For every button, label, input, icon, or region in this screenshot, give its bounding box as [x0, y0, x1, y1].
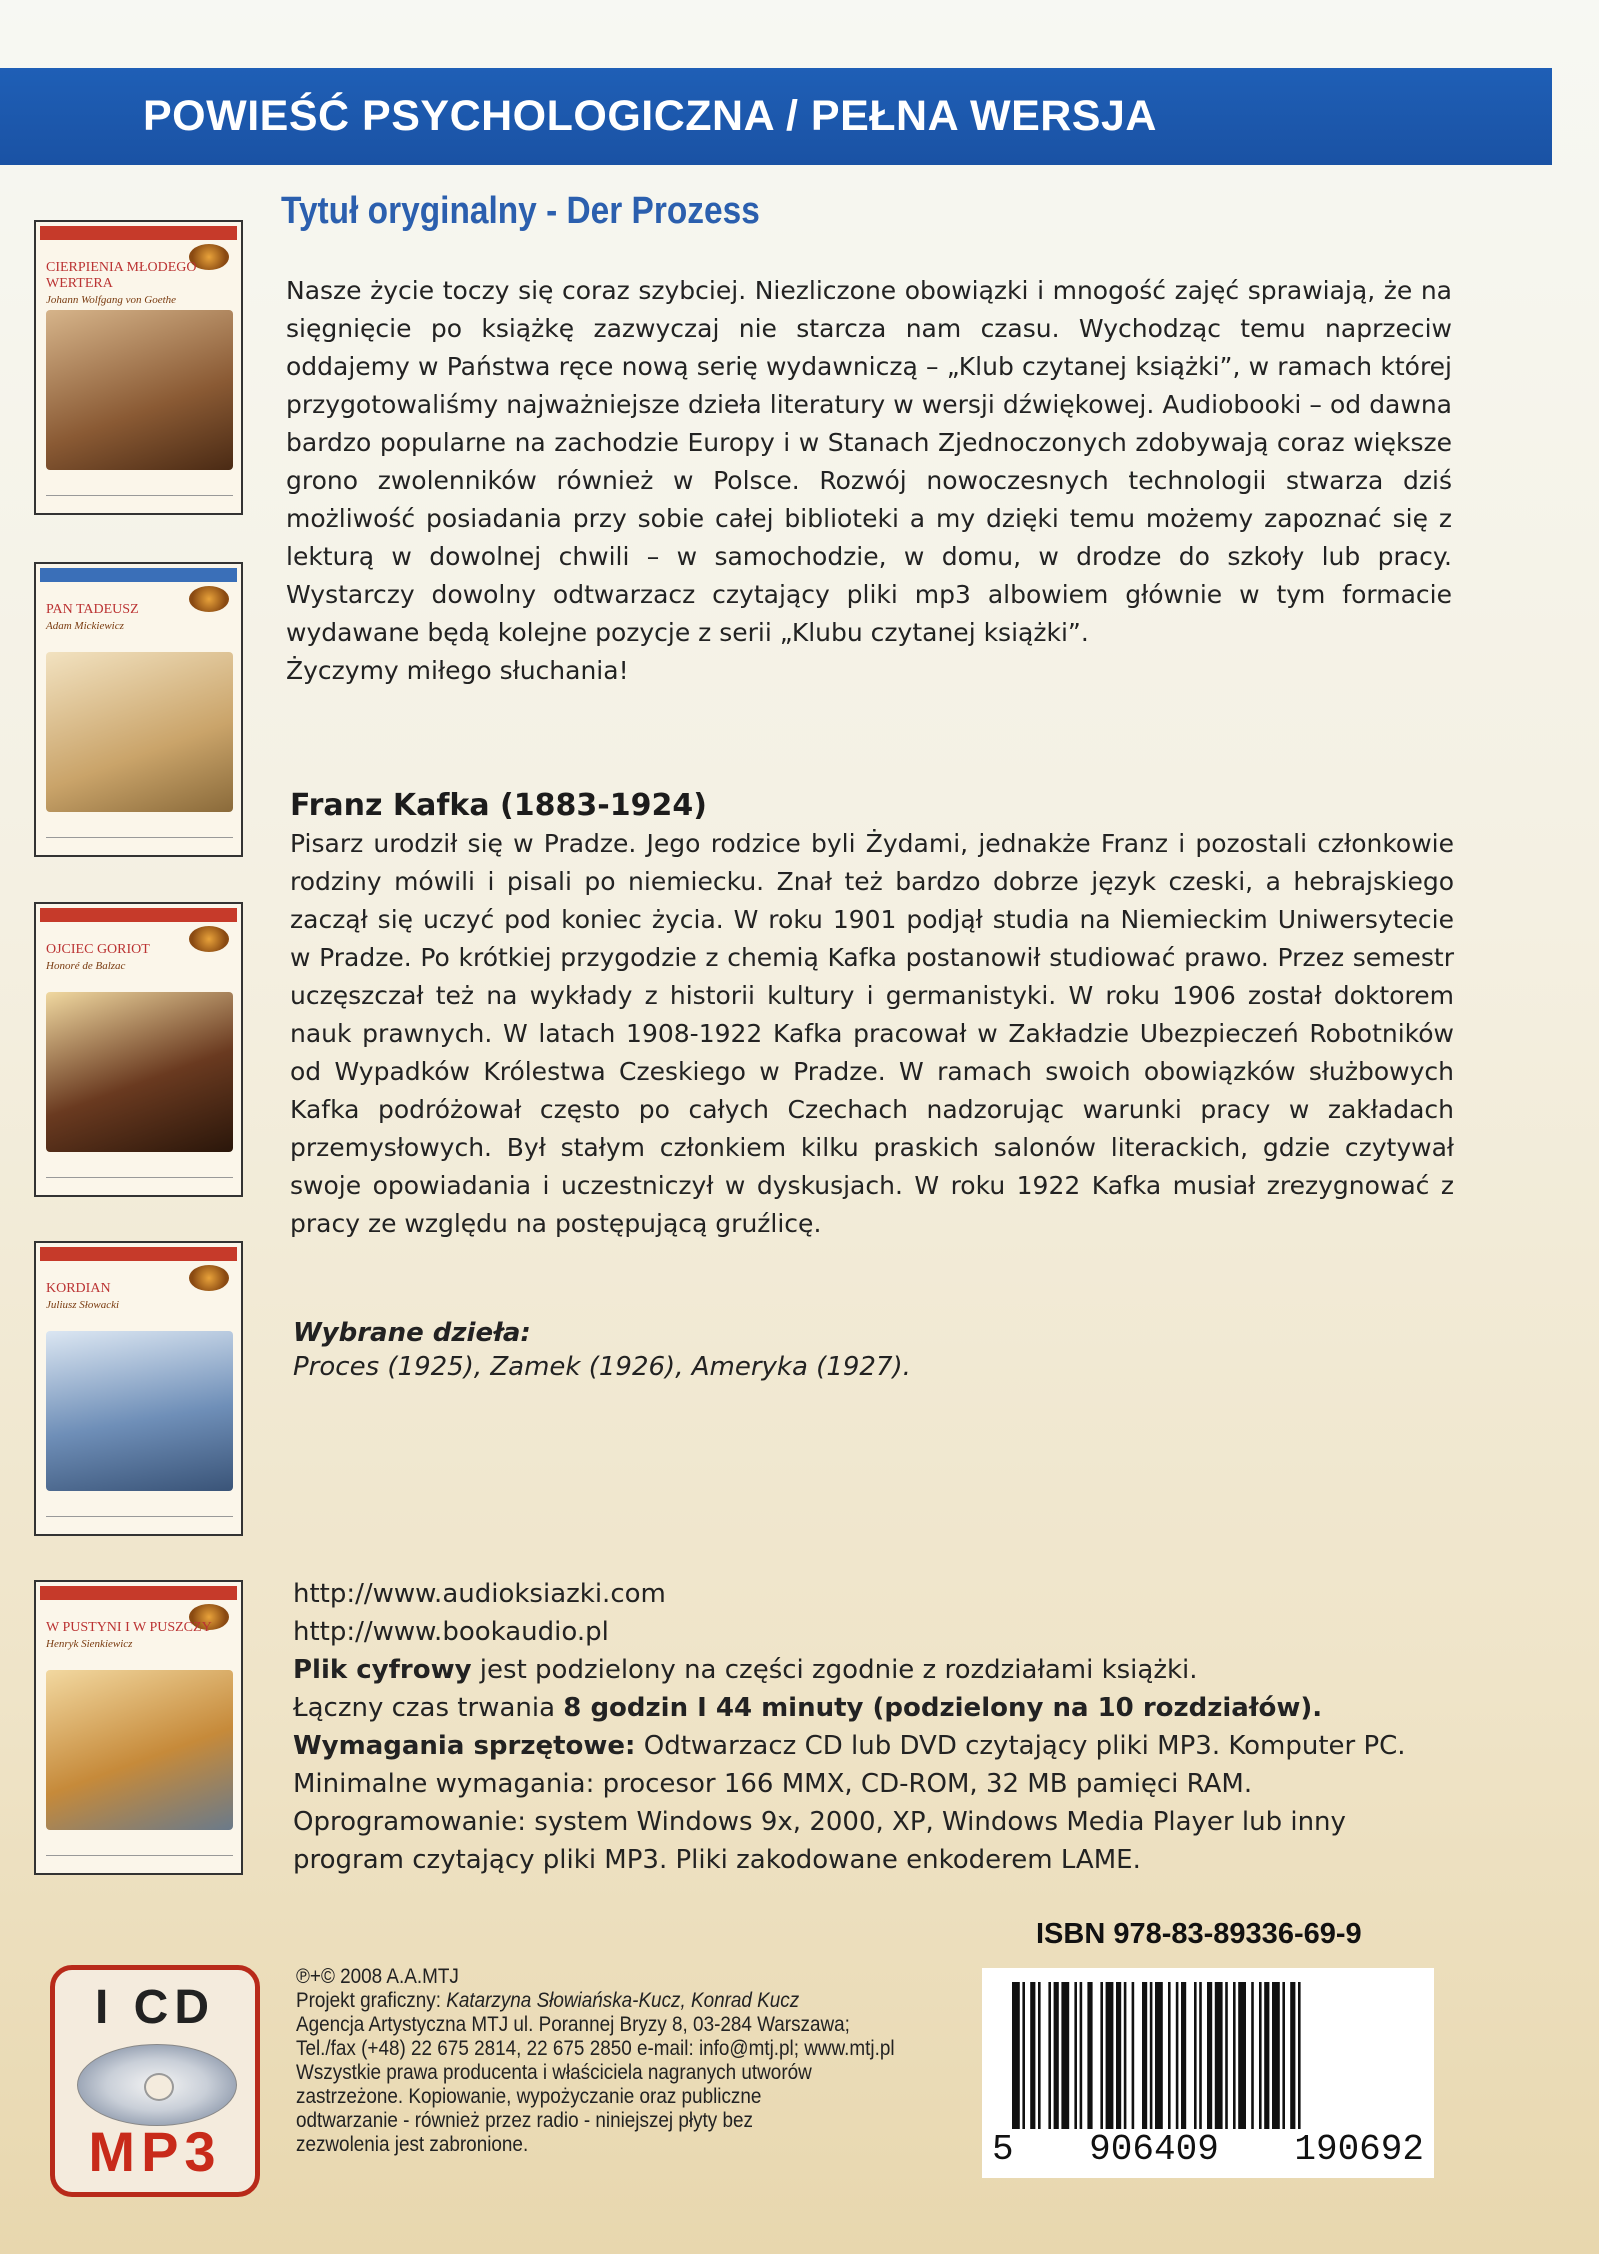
barcode-bar [1142, 1982, 1147, 2132]
cover-author: Henryk Sienkiewicz [46, 1638, 133, 1650]
barcode-bar [1030, 1982, 1035, 2132]
series-cover-4 [34, 1241, 243, 1536]
cover-title-text: OJCIEC GORIOT [46, 942, 150, 957]
barcode-digits [992, 2129, 1424, 2170]
badge-cd-label: I CD [95, 1981, 215, 2034]
barcode-digit-group: 906409 [1089, 2129, 1219, 2170]
barcode [982, 1968, 1434, 2178]
original-title: Tytuł oryginalny - Der Prozess [281, 190, 760, 232]
barcode-bar [1251, 1982, 1254, 2132]
cover-author: Juliusz Słowacki [46, 1299, 120, 1311]
duration-bold: 8 godzin I 44 minuty (podzielony na 10 rozdziałów). [563, 1693, 1323, 1723]
cover-title [46, 260, 236, 308]
cover-title [46, 1620, 236, 1652]
cd-disc-icon [77, 2044, 237, 2126]
cover-illustration [46, 652, 233, 812]
software-line-1: Oprogramowanie: system Windows 9x, 2000, XP, Windows Media Player lub inny [293, 1807, 1346, 1837]
barcode-bar [1054, 1982, 1059, 2132]
barcode-bar [1038, 1982, 1041, 2132]
barcode-bar [1087, 1982, 1092, 2132]
cover-illustration [46, 992, 233, 1152]
cover-strip [40, 226, 237, 240]
cover-title [46, 602, 236, 634]
product-info [293, 1575, 1463, 1879]
rights-line-1: Wszystkie prawa producenta i właściciela nagranych utworów [296, 2061, 812, 2084]
genre-banner [0, 68, 1552, 165]
cover-title-text: W PUSTYNI I W PUSZCZY [46, 1620, 212, 1635]
copyright-line: ℗+© 2008 A.A.MTJ [296, 1965, 459, 1988]
cover-title [46, 1281, 236, 1313]
cover-title [46, 942, 236, 974]
barcode-bar [1215, 1982, 1223, 2132]
barcode-bar [1061, 1982, 1069, 2132]
cover-author: Johann Wolfgang von Goethe [46, 294, 177, 306]
file-info-bold: Plik cyfrowy [293, 1655, 472, 1685]
barcode-bar [1150, 1982, 1153, 2132]
cd-mp3-badge [50, 1965, 260, 2197]
barcode-bar [1225, 1982, 1228, 2132]
barcode-bar [1290, 1982, 1295, 2132]
intro-paragraph: Nasze życie toczy się coraz szybciej. Niezliczone obowiązki i mnogość zajęć sprawiają, że na sięgnięcie po książkę zazwyczaj nie starcza nam czasu. Wychodząc temu naprzeciw oddajemy w Państwa ręce nową serię wydawniczą – „Klub czytanej książki”, w ramach której przygotowaliśmy najważniejsze dzieła literatury w wersji dźwiękowej. Audiobooki – od dawna bardzo popularne na zachodzie Europy i w Stanach Zjednoczonych zdobywają coraz większe grono zwolenników również w Polsce. Rozwój nowoczesnych technologii stwarza dziś możliwość posiadania przy sobie całej biblioteki a my dzięki temu możemy zapoznać się z lekturą w dowolnej chwili – w samochodzie, w domu, w drodze do szkoły lub pracy. Wystarczy dowolny odtwarzacz czytający pliki mp3 albowiem głównie w tym formacie wydawane będą kolejne pozycje z serii „Klubu czytanej książki”. [286, 276, 1452, 647]
design-names: Katarzyna Słowiańska-Kucz, Konrad Kucz [446, 1989, 800, 2012]
barcode-bar [1022, 1982, 1025, 2132]
cover-strip [40, 1247, 237, 1261]
barcode-bar [1264, 1982, 1269, 2132]
barcode-bar [1181, 1982, 1186, 2132]
barcode-bar [1106, 1982, 1114, 2132]
cover-author: Adam Mickiewicz [46, 620, 124, 632]
duration-info [293, 1689, 1463, 1727]
series-cover-3 [34, 902, 243, 1197]
barcode-bar [1199, 1982, 1202, 2132]
barcode-bar [1116, 1982, 1121, 2132]
cover-author: Honoré de Balzac [46, 960, 126, 972]
series-cover-5 [34, 1580, 243, 1875]
barcode-bar [1074, 1982, 1077, 2132]
barcode-digit-group: 190692 [1294, 2129, 1424, 2170]
isbn: ISBN 978-83-89336-69-9 [1036, 1918, 1362, 1950]
barcode-bar [1012, 1982, 1020, 2132]
cover-strip [40, 908, 237, 922]
barcode-bar [1194, 1982, 1197, 2132]
barcode-bar [1132, 1982, 1135, 2132]
rights-line-3: odtwarzanie - również przez radio - niniejszej płyty bez [296, 2109, 753, 2132]
cover-footer [46, 1855, 233, 1865]
works-heading: Wybrane dzieła: [293, 1318, 531, 1348]
design-label: Projekt graficzny: [296, 1989, 447, 2012]
cover-footer [46, 1177, 233, 1187]
works-list: Proces (1925), Zamek (1926), Ameryka (1927). [293, 1352, 911, 1382]
software-line-2: program czytający pliki MP3. Pliki zakodowane enkoderem LAME. [293, 1845, 1141, 1875]
author-heading: Franz Kafka (1883-1924) [290, 788, 707, 823]
cover-footer [46, 495, 233, 505]
barcode-bar [1282, 1982, 1285, 2132]
genre-banner-text: POWIEŚĆ PSYCHOLOGICZNA / PEŁNA WERSJA [143, 92, 1157, 140]
author-bio: Pisarz urodził się w Pradze. Jego rodzice byli Żydami, jednakże Franz i pozostali członkowie rodziny mówili i pisali po niemiecku. Znał też bardzo dobrze język czeski, a hebrajskiego zaczął się uczyć pod koniec życia. W roku 1901 podjął studia na Niemieckim Uniwersytecie w Pradze. Po krótkiej przygodzie z chemią Kafka postanowił studiować prawo. Przez semestr uczęszczał też na wykłady z historii kultury i germanistyki. W roku 1906 został doktorem nauk prawnych. W latach 1908-1922 Kafka pracował w Zakładzie Ubezpieczeń Robotników od Wypadków Królestwa Czeskiego w Pradze. W ramach swoich obowiązków służbowych Kafka podróżował często po całych Czechach nadzorując warunki pracy w zakładach przemysłowych. Był stałym członkiem kilku praskich salonów literackich, gdzie czytywał swoje opowiadania i uczestniczył w dyskusjach. W roku 1922 Kafka musiał zrezygnować z pracy ze względu na postępującą gruźlicę. [290, 829, 1454, 1238]
intro-text [286, 272, 1452, 690]
barcode-bar [1048, 1982, 1051, 2132]
barcode-bar [1155, 1982, 1163, 2132]
barcode-bar [1233, 1982, 1236, 2132]
website-link-2[interactable]: http://www.bookaudio.pl [293, 1617, 609, 1647]
file-info [293, 1651, 1463, 1689]
barcode-digit-group: 5 [992, 2129, 1014, 2170]
file-info-rest: jest podzielony na części zgodnie z rozdziałami książki. [471, 1655, 1198, 1685]
barcode-bar [1298, 1982, 1301, 2132]
series-cover-1 [34, 220, 243, 515]
duration-prefix: Łączny czas trwania [293, 1693, 564, 1723]
barcode-bar [1124, 1982, 1127, 2132]
barcode-bar [1259, 1982, 1262, 2132]
website-link-1[interactable]: http://www.audioksiazki.com [293, 1579, 666, 1609]
rights-line-4: zezwolenia jest zabronione. [296, 2133, 529, 2156]
barcode-bar [1100, 1982, 1103, 2132]
intro-closing: Życzymy miłego słuchania! [286, 656, 629, 685]
series-cover-2 [34, 562, 243, 857]
requirements-rest: Odtwarzacz CD lub DVD czytający pliki MP3. Komputer PC. [635, 1731, 1406, 1761]
cover-illustration [46, 1331, 233, 1491]
barcode-bar [1168, 1982, 1171, 2132]
requirements-info [293, 1727, 1463, 1765]
cover-strip [40, 568, 237, 582]
min-requirements: Minimalne wymagania: procesor 166 MMX, CD-ROM, 32 MB pamięci RAM. [293, 1769, 1253, 1799]
cover-footer [46, 837, 233, 847]
barcode-bar [1272, 1982, 1280, 2132]
rights-line-2: zastrzeżone. Kopiowanie, wypożyczanie oraz publiczne [296, 2085, 762, 2108]
cover-strip [40, 1586, 237, 1600]
requirements-bold: Wymagania sprzętowe: [293, 1731, 636, 1761]
barcode-bars-icon [994, 1982, 1422, 2132]
cover-title-text: KORDIAN [46, 1281, 111, 1296]
cover-footer [46, 1516, 233, 1526]
design-line [296, 1989, 917, 2013]
barcode-bar [1207, 1982, 1212, 2132]
barcode-bar [1080, 1982, 1083, 2132]
cover-title-text: PAN TADEUSZ [46, 602, 139, 617]
cover-illustration [46, 1670, 233, 1830]
badge-mp3-label: MP3 [88, 2120, 222, 2183]
credits [296, 1965, 986, 2157]
contact-line: Tel./fax (+48) 22 675 2814, 22 675 2850 e-mail: info@mtj.pl; www.mtj.pl [296, 2037, 895, 2060]
agency-line: Agencja Artystyczna MTJ ul. Porannej Bryzy 8, 03-284 Warszawa; [296, 2013, 850, 2036]
cover-illustration [46, 310, 233, 470]
barcode-bar [1176, 1982, 1179, 2132]
barcode-bar [1238, 1982, 1246, 2132]
cover-title-text: CIERPIENIA MŁODEGO WERTERA [46, 260, 197, 291]
